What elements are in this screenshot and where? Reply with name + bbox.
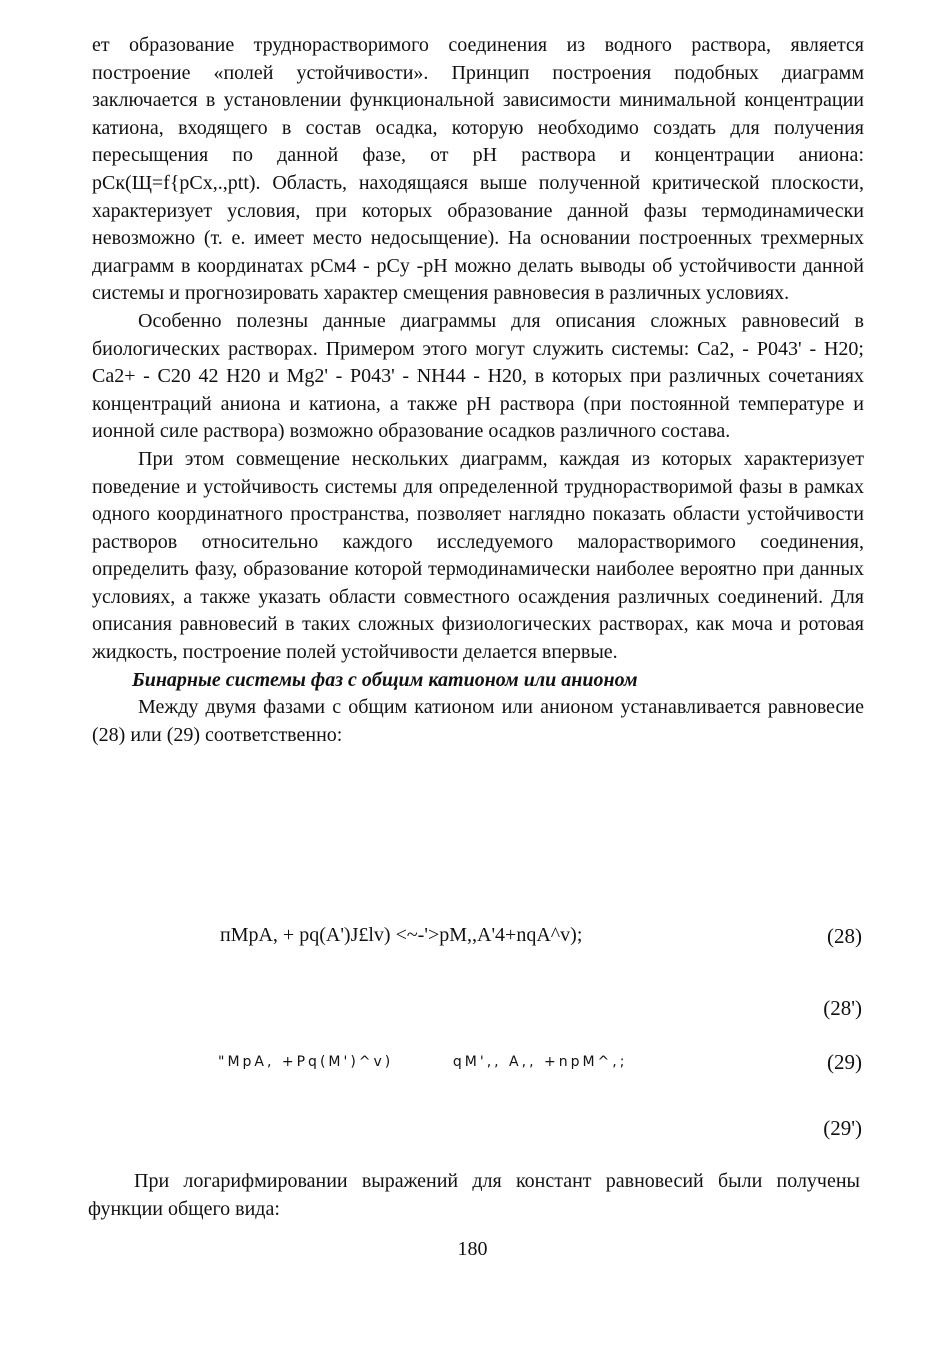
equation-29-prime [92,1116,862,1146]
page-number: 180 [457,1238,488,1260]
intro-paragraph: Между двумя фазами с общим катионом или анионом устанавливается равновесие (28) или (29) соответственно: [92,696,864,746]
paragraph-3: При этом совмещение нескольких диаграмм, каждая из которых характеризует поведение и устойчивость системы для определенной труднорастворимой фазы в рамках одного координатного пространства, позволяет наглядно показать области устойчивости растворов относительно каждого исследуемого малорастворимого соединения, определить фазу, образование которой термодинамически наиболее вероятно при данных условиях, а также указать области совместного осаждения различных соединений. Для описания равновесий в таких сложных физиологических растворах, как моча и ротовая жидкость, построение полей устойчивости делается впервые. [92,447,864,664]
main-text [92,32,864,749]
equation-28-prime [92,996,862,1026]
closing-text [88,1168,860,1223]
equation-number: (28) [827,924,862,948]
equation-number: (28') [823,996,862,1020]
paragraph-2: Особенно полезны данные диаграммы для описания сложных равновесий в биологических растворах. Примером этого могут служить системы: Ca2, - P043' - H20; Ca2+ - C20 42 H20 и Mg2' - P043' - NH44 - H20, в которых при различных сочетаниях концентраций аниона и катиона, а также рН раствора (при постоянной температуре и ионной силе раствора) возможно образование осадков различного состава. [92,309,864,443]
equation-formula: пМрА, + pq(A')J£lv) <~-'>pM,,A'4+nqA^v); [220,924,583,946]
equation-29 [92,1050,862,1080]
equation-number: (29) [827,1050,862,1074]
equation-number: (29') [823,1116,862,1140]
section-heading: Бинарные системы фаз с общим катионом или анионом [132,668,638,691]
equation-formula: "MpA, +Pq(M')^v) qM',, A,, +npM^,; [218,1054,628,1070]
equation-28 [92,924,862,954]
closing-paragraph: При логарифмировании выражений для констант равновесий были получены функции общего вида: [88,1170,860,1220]
paragraph-1: ет образование труднорастворимого соединения из водного раствора, является построение «полей устойчивости». Принцип построения подобных диаграмм заключается в установлении функциональной зависимости минимальной концентрации катиона, входящего в состав осадка, которую необходимо создать для получения пересыщения по данной фазе, от рН раствора и концентрации аниона: pCк(Щ=f{pCx,.,ptt). Область, находящаяся выше полученной критической плоскости, характеризует условия, при которых образование данной фазы термодинамически невозможно (т. е. имеет место недосыщение). На основании построенных трехмерных диаграмм в координатах pCм4 - pCy -pH можно делать выводы об устойчивости данной системы и прогнозировать характер смещения равновесия в различных условиях. [92,34,864,305]
